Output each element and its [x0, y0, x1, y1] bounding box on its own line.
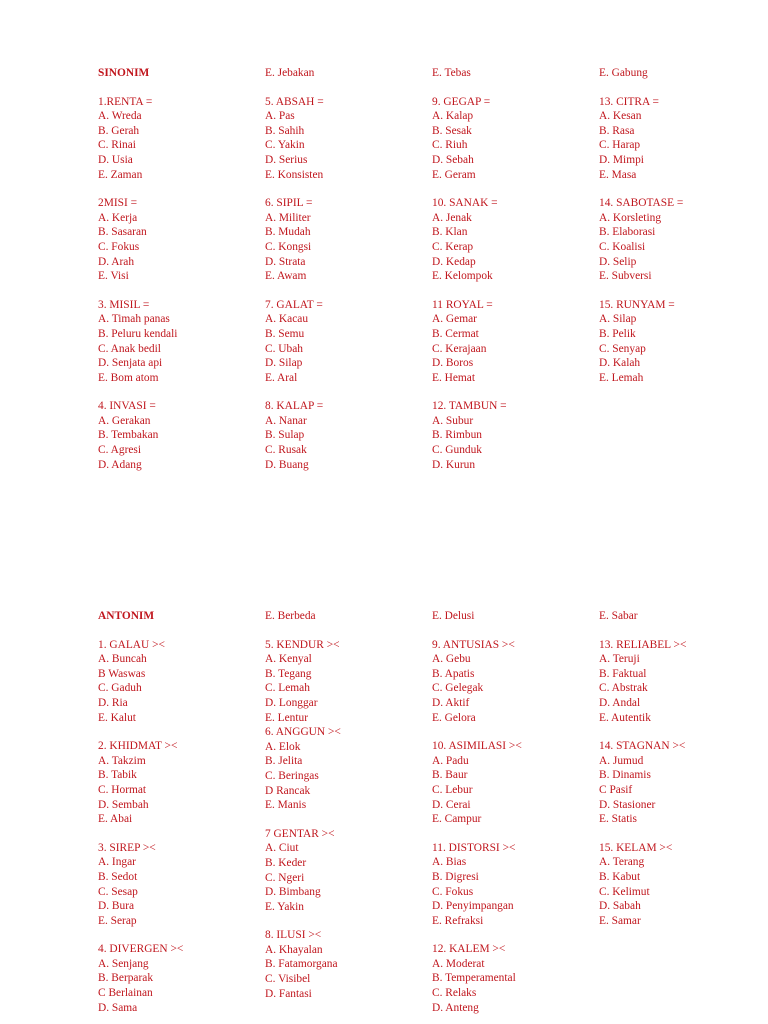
option-line: C. Rinai — [98, 139, 136, 152]
option-line: A. Pas — [265, 110, 295, 123]
option-line: E. Lemah — [599, 371, 644, 384]
question-line: 11. DISTORSI >< — [432, 841, 516, 854]
option-line: D. Mimpi — [599, 153, 644, 166]
question-line: 11 ROYAL = — [432, 298, 493, 311]
option-line: C. Gaduh — [98, 682, 142, 695]
question-line: 8. KALAP = — [265, 400, 324, 413]
option-line: D. Andal — [599, 696, 641, 709]
option-line: D. Selip — [599, 255, 637, 268]
question-line: 14. STAGNAN >< — [599, 740, 686, 753]
option-line: D. Kalah — [599, 357, 641, 370]
option-line: C. Kongsi — [265, 240, 312, 253]
sinonim-col1-lines — [98, 95, 258, 473]
option-line: C. Relaks — [432, 987, 477, 1000]
option-line: A. Gerakan — [98, 414, 151, 427]
option-line: E. Refraksi — [432, 914, 484, 927]
option-line: E. Visi — [98, 270, 129, 283]
option-line: B. Tabik — [98, 769, 137, 782]
question-line: 8. ILUSI >< — [265, 929, 322, 942]
option-line: D. Bura — [98, 900, 135, 913]
line-gap — [98, 725, 258, 739]
option-line: C. Gelegak — [432, 682, 484, 695]
option-line: A. Ingar — [98, 856, 136, 869]
question-line: 6. ANGGUN >< — [265, 726, 341, 739]
line-gap — [98, 284, 258, 298]
question-line: 3. SIREP >< — [98, 841, 156, 854]
option-line: D. Bimbang — [265, 886, 321, 899]
option-line: C. Kerajaan — [432, 342, 487, 355]
option-line: E. Lentur — [265, 711, 309, 724]
option-line: C. Beringas — [265, 769, 319, 782]
question-line: 7 GENTAR >< — [265, 827, 335, 840]
option-line: D. Anteng — [432, 1001, 479, 1014]
question-line: 1.RENTA = — [98, 95, 153, 108]
question-line: 5. KENDUR >< — [265, 638, 340, 651]
option-line: D. Stasioner — [599, 798, 656, 811]
option-line: C Berlainan — [98, 987, 153, 1000]
option-line: A. Ciut — [265, 842, 299, 855]
option-line: A. Takzim — [98, 754, 146, 767]
option-line: A. Gebu — [432, 653, 471, 666]
option-line: D. Fantasi — [265, 987, 312, 1000]
option-line: B. Faktual — [599, 667, 647, 680]
option-line: B. Sahih — [265, 124, 305, 137]
question-line: 3. MISIL = — [98, 298, 150, 311]
option-line: E. Zaman — [98, 168, 143, 181]
option-line: D. Ria — [98, 696, 128, 709]
option-line: E. Samar — [599, 914, 641, 927]
line-gap — [265, 914, 425, 928]
option-line: B. Kabut — [599, 870, 641, 883]
option-line: C. Rusak — [265, 444, 307, 457]
option-line: E. Kalut — [98, 711, 136, 724]
option-line: D. Cerai — [432, 798, 471, 811]
option-line: A. Militer — [265, 211, 311, 224]
option-line: B. Peluru kendali — [98, 327, 178, 340]
option-line: B. Cermat — [432, 327, 479, 340]
question-line: 2. KHIDMAT >< — [98, 740, 178, 753]
option-line: A. Teruji — [599, 653, 640, 666]
option-line: A. Jumud — [599, 754, 644, 767]
option-line: B. Baur — [432, 769, 468, 782]
option-line: E. Bom atom — [98, 371, 159, 384]
sinonim-col3-lines — [432, 66, 592, 472]
option-line: A. Korsleting — [599, 211, 662, 224]
option-line: C. Visibel — [265, 973, 311, 986]
line-gap — [599, 827, 759, 841]
question-line: 4. INVASI = — [98, 400, 156, 413]
option-line: D. Penyimpangan — [432, 900, 514, 913]
option-line: C. Hormat — [98, 783, 147, 796]
option-line: D. Sebah — [432, 153, 474, 166]
option-line: C. Anak bedil — [98, 342, 161, 355]
option-line: C. Koalisi — [599, 240, 646, 253]
question-line: 12. KALEM >< — [432, 943, 506, 956]
option-line: C. Kerap — [432, 240, 474, 253]
question-line: 9. GEGAP = — [432, 95, 491, 108]
option-line: D. Serius — [265, 153, 308, 166]
question-line: 4. DIVERGEN >< — [98, 943, 184, 956]
option-line: A. Padu — [432, 754, 469, 767]
option-line: E. Subversi — [599, 270, 652, 283]
option-line: C. Gunduk — [432, 444, 482, 457]
option-line: A. Elok — [265, 740, 301, 753]
option-line: E. Berbeda — [265, 610, 316, 622]
option-line: D. Strata — [265, 255, 306, 268]
option-line: A. Kesan — [599, 110, 642, 123]
line-gap — [432, 81, 592, 95]
option-line: B. Keder — [265, 856, 307, 869]
option-line: B. Elaborasi — [599, 226, 656, 239]
option-line: B Waswas — [98, 667, 146, 680]
option-line: C. Ngeri — [265, 871, 305, 884]
option-line: B. Rimbun — [432, 429, 483, 442]
option-line: C. Kelimut — [599, 885, 650, 898]
option-line: D Rancak — [265, 784, 311, 797]
option-line: E. Statis — [599, 813, 637, 826]
option-line: B. Fatamorgana — [265, 958, 338, 971]
option-line: D. Buang — [265, 458, 309, 471]
question-line: 9. ANTUSIAS >< — [432, 638, 515, 651]
question-line: 5. ABSAH = — [265, 95, 324, 108]
option-line: A. Khayalan — [265, 943, 323, 956]
option-line: C. Abstrak — [599, 682, 648, 695]
line-gap — [599, 81, 759, 95]
option-line: A. Bias — [432, 856, 467, 869]
option-line: E. Tebas — [432, 67, 471, 79]
question-line: 14. SABOTASE = — [599, 197, 684, 210]
option-line: B. Sedot — [98, 870, 138, 883]
option-line: D. Senjata api — [98, 357, 163, 370]
option-line: B. Tembakan — [98, 429, 159, 442]
option-line: C. Ubah — [265, 342, 303, 355]
option-line: D. Boros — [432, 357, 474, 370]
antonim-col2-lines — [265, 609, 425, 1001]
option-line: E. Aral — [265, 371, 298, 384]
option-line: A. Buncah — [98, 653, 147, 666]
option-line: A. Kenyal — [265, 653, 312, 666]
option-line: E. Awam — [265, 270, 307, 283]
sinonim-column-1 — [98, 66, 258, 472]
option-line: A. Moderat — [432, 957, 485, 970]
question-line: 6. SIPIL = — [265, 197, 313, 210]
option-line: D. Sama — [98, 1001, 138, 1014]
line-gap — [432, 827, 592, 841]
option-line: A. Kerja — [98, 211, 138, 224]
option-line: B. Gerah — [98, 124, 140, 137]
option-line: D. Silap — [265, 357, 303, 370]
question-line: 10. SANAK = — [432, 197, 498, 210]
option-line: E. Sabar — [599, 610, 638, 622]
question-line: 15. KELAM >< — [599, 841, 673, 854]
option-line: A. Terang — [599, 856, 645, 869]
option-line: B. Digresi — [432, 870, 479, 883]
option-line: E. Manis — [265, 799, 307, 812]
option-line: E. Gabung — [599, 67, 648, 79]
option-line: E. Campur — [432, 813, 482, 826]
line-gap — [265, 813, 425, 827]
option-line: C. Riuh — [432, 139, 468, 152]
option-line: D. Longgar — [265, 696, 318, 709]
option-line: D. Aktif — [432, 696, 470, 709]
option-line: E. Yakin — [265, 900, 304, 913]
option-line: B. Jelita — [265, 755, 303, 768]
option-line: C. Harap — [599, 139, 641, 152]
question-line: 10. ASIMILASI >< — [432, 740, 522, 753]
line-gap — [599, 284, 759, 298]
option-line: B. Sesak — [432, 124, 472, 137]
option-line: E. Kelompok — [432, 270, 493, 283]
antonim-column-4 — [599, 609, 759, 928]
option-line: A. Subur — [432, 414, 474, 427]
sinonim-heading: SINONIM — [98, 67, 150, 79]
option-line: A. Timah panas — [98, 313, 170, 326]
line-gap — [98, 928, 258, 942]
antonim-col1-lines — [98, 638, 258, 1016]
line-gap — [599, 182, 759, 196]
option-line: D. Arah — [98, 255, 135, 268]
line-gap — [432, 385, 592, 399]
option-line: A. Silap — [599, 313, 637, 326]
option-line: D. Sembah — [98, 798, 149, 811]
sinonim-column-4 — [599, 66, 759, 385]
option-line: C. Lemah — [265, 682, 310, 695]
option-line: B. Dinamis — [599, 769, 651, 782]
question-line: 13. CITRA = — [599, 95, 659, 108]
antonim-heading: ANTONIM — [98, 610, 155, 622]
option-line: A. Senjang — [98, 957, 149, 970]
question-line: 15. RUNYAM = — [599, 298, 675, 311]
option-line: B. Sulap — [265, 429, 305, 442]
antonim-col3-lines — [432, 609, 592, 1015]
option-line: D. Sabah — [599, 900, 641, 913]
option-line: C. Yakin — [265, 139, 305, 152]
option-line: E. Masa — [599, 168, 637, 181]
line-gap — [265, 385, 425, 399]
option-line: D. Adang — [98, 458, 142, 471]
option-line: E. Jebakan — [265, 67, 315, 79]
line-gap — [265, 81, 425, 95]
antonim-column-3 — [432, 609, 592, 1015]
question-line: 7. GALAT = — [265, 298, 323, 311]
option-line: C Pasif — [599, 783, 633, 796]
line-gap — [98, 827, 258, 841]
line-gap — [432, 182, 592, 196]
option-line: B. Berparak — [98, 972, 154, 985]
option-line: D. Kedap — [432, 255, 476, 268]
option-line: C. Fokus — [98, 240, 140, 253]
question-line: 1. GALAU >< — [98, 638, 165, 651]
sinonim-col4-lines — [599, 66, 759, 385]
option-line: A. Wreda — [98, 110, 142, 123]
option-line: A. Nanar — [265, 414, 307, 427]
line-gap — [98, 385, 258, 399]
line-gap — [432, 624, 592, 638]
sinonim-column-3 — [432, 66, 592, 472]
option-line: A. Kacau — [265, 313, 309, 326]
option-line: A. Jenak — [432, 211, 472, 224]
line-gap — [265, 182, 425, 196]
option-line: B. Mudah — [265, 226, 311, 239]
option-line: E. Autentik — [599, 711, 651, 724]
option-line: E. Delusi — [432, 610, 475, 622]
antonim-col4-lines — [599, 609, 759, 928]
question-line: 12. TAMBUN = — [432, 400, 507, 413]
option-line: B. Rasa — [599, 124, 635, 137]
antonim-column-1 — [98, 609, 258, 1015]
option-line: C. Agresi — [98, 444, 142, 457]
option-line: C. Sesap — [98, 885, 138, 898]
sinonim-column-2 — [265, 66, 425, 472]
option-line: C. Fokus — [432, 885, 474, 898]
option-line: C. Senyap — [599, 342, 646, 355]
option-line: B. Sasaran — [98, 226, 147, 239]
option-line: E. Abai — [98, 813, 133, 826]
option-line: E. Konsisten — [265, 168, 324, 181]
option-line: B. Klan — [432, 226, 468, 239]
option-line: B. Temperamental — [432, 972, 516, 985]
line-gap — [432, 284, 592, 298]
option-line: E. Serap — [98, 914, 137, 927]
line-gap — [98, 182, 258, 196]
option-line: A. Kalap — [432, 110, 474, 123]
line-gap — [265, 624, 425, 638]
line-gap — [432, 928, 592, 942]
option-line: C. Lebur — [432, 783, 473, 796]
option-line: D. Usia — [98, 153, 133, 166]
option-line: A. Gemar — [432, 313, 477, 326]
option-line: B. Apatis — [432, 667, 475, 680]
option-line: D. Kurun — [432, 458, 476, 471]
option-line: E. Gelora — [432, 711, 476, 724]
antonim-column-2 — [265, 609, 425, 1001]
question-line: 2MISI = — [98, 197, 138, 210]
question-line: 13. RELIABEL >< — [599, 638, 687, 651]
option-line: E. Hemat — [432, 371, 476, 384]
option-line: B. Tegang — [265, 667, 312, 680]
line-gap — [599, 624, 759, 638]
option-line: E. Geram — [432, 168, 476, 181]
sinonim-col2-lines — [265, 66, 425, 472]
option-line: B. Pelik — [599, 327, 636, 340]
line-gap — [432, 725, 592, 739]
line-gap — [265, 284, 425, 298]
option-line: B. Semu — [265, 327, 305, 340]
line-gap — [599, 725, 759, 739]
